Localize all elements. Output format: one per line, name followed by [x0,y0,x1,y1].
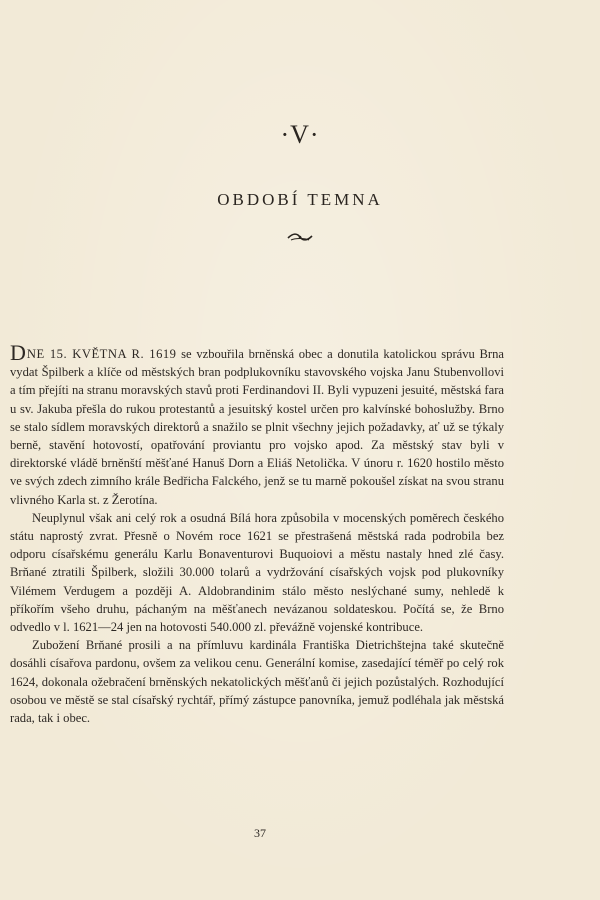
page-number: 37 [254,826,266,840]
paragraph-1 [10,340,504,509]
paragraph-2: Neuplynul však ani celý rok a osudná Bílá hora způsobila v mocenských poměrech českého státu naprostý zvrat. Přesně o Novém roce 1621 se přestrašená městská rada podrobila bez odporu císařskému generálu Karlu Bonaventurovi Buquoiovi a městu nastaly hned zlé časy. Brňané ztratili Špilberk, složili 30.000 tolarů a vydržování císařských vojsk pod plukovníky Vilémem Verdugem a později A. Aldobrandinim stálo město neslýchané sumy, nehledě k příkořím všeho druhu, páchaným na měšťanech nevázanou soldateskou. Počítá se, že Brno odvedlo v l. 1621—24 jen na hotovosti 540.000 zl. převážně vojenské kontribuce. [10,510,504,635]
drop-cap: D [10,340,26,365]
paragraph-lead: NE 15. KVĚTNA R. 1619 [26,347,177,361]
chapter-title: OBDOBÍ TEMNA [217,190,383,209]
paragraph-3: Zubožení Brňané prosili a na přímluvu kardinála Františka Dietrichštejna také skutečně dosáhli císařova pardonu, ovšem za velikou cenu. Generální komise, zasedající téměř po celý rok 1624, dokonala ožebračení brněnských nekatolických měšťanů či jejich pozůstalých. Rozhodující osobou ve městě se stal císařský rychtář, přímý zástupce panovníka, jemuž podléhala jak městská rada, tak i obec. [10,638,504,726]
chapter-numeral: ·V· [280,120,320,149]
paragraph-1-text: se vzbouřila brněnská obec a donutila katolickou správu Brna vydat Špilberk a klíče od městských bran podplukovníku stavovského vojska Janu Stubenvollovi a tím přejíti na stranu moravských stavů proti Ferdinandovi II. Byli vypuzeni jesuité, městská fara u sv. Jakuba přešla do rukou protestantů a jesuitský kostel určen pro kalvínské bohoslužby. Brno se stalo sídlem moravských direktorů a snažilo se plnit všechny jejich požadavky, ať už se týkaly berně, stavění hotovostí, opatřování proviantu pro vojsko apod. Za městský stav byli v direktorské vládě brněnští měšťané Hanuš Dorn a Eliáš Netolička. V únoru r. 1620 hostilo město ve svých zdech zimního krále Bedřicha Falckého, jenž se tu marně pokoušel získat na svou stranu vlivného Karla st. z Žerotína. [10,347,504,507]
body-text [10,340,504,727]
ornament-divider-icon [285,230,315,244]
